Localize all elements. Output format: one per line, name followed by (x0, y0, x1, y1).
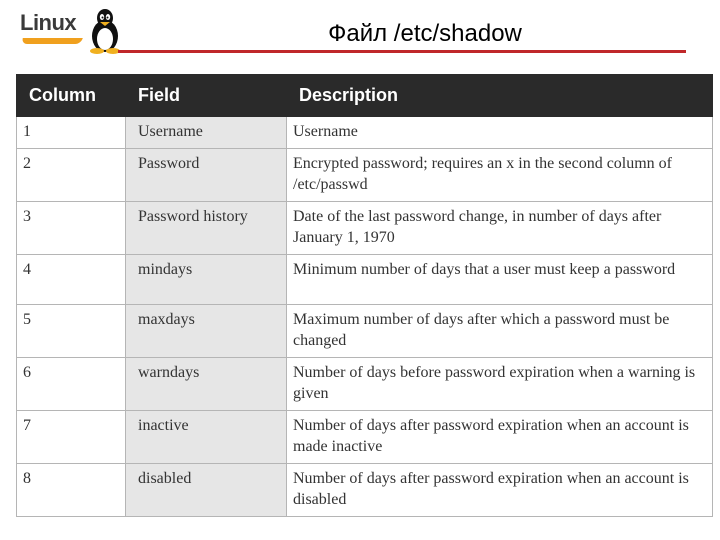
table-row (17, 149, 713, 202)
table-row (17, 411, 713, 464)
cell-description: Encrypted password; requires an x in the second column of /etc/passwd (287, 149, 713, 202)
cell-field: Password history (126, 202, 287, 255)
table-header-row (17, 74, 713, 117)
table-row (17, 202, 713, 255)
cell-field: mindays (126, 255, 287, 305)
logo-text: Linux (20, 10, 77, 35)
table-row (17, 305, 713, 358)
header-column: Column (17, 74, 126, 117)
tux-penguin-icon (88, 8, 122, 54)
cell-column: 4 (17, 255, 126, 305)
cell-field: Password (126, 149, 287, 202)
linux-logo (18, 8, 118, 50)
cell-description: Username (287, 117, 713, 149)
cell-column: 7 (17, 411, 126, 464)
table-row (17, 255, 713, 305)
cell-column: 8 (17, 464, 126, 517)
table-row (17, 117, 713, 149)
cell-field: inactive (126, 411, 287, 464)
cell-column: 1 (17, 117, 126, 149)
logo-swoosh (21, 38, 83, 44)
header-field: Field (126, 74, 287, 117)
cell-description: Minimum number of days that a user must keep a password (287, 255, 713, 305)
page-title: Файл /etc/shadow (328, 20, 522, 47)
cell-description: Maximum number of days after which a password must be changed (287, 305, 713, 358)
cell-column: 6 (17, 358, 126, 411)
shadow-fields-table (16, 74, 713, 517)
cell-description: Date of the last password change, in number of days after January 1, 1970 (287, 202, 713, 255)
cell-field: warndays (126, 358, 287, 411)
cell-column: 3 (17, 202, 126, 255)
cell-field: maxdays (126, 305, 287, 358)
cell-field: Username (126, 117, 287, 149)
cell-column: 5 (17, 305, 126, 358)
header-description: Description (287, 74, 713, 117)
cell-field: disabled (126, 464, 287, 517)
table-row (17, 358, 713, 411)
title-underline (118, 50, 686, 53)
cell-description: Number of days after password expiration when an account is disabled (287, 464, 713, 517)
table-row (17, 464, 713, 517)
cell-description: Number of days after password expiration when an account is made inactive (287, 411, 713, 464)
cell-description: Number of days before password expiration when a warning is given (287, 358, 713, 411)
cell-column: 2 (17, 149, 126, 202)
